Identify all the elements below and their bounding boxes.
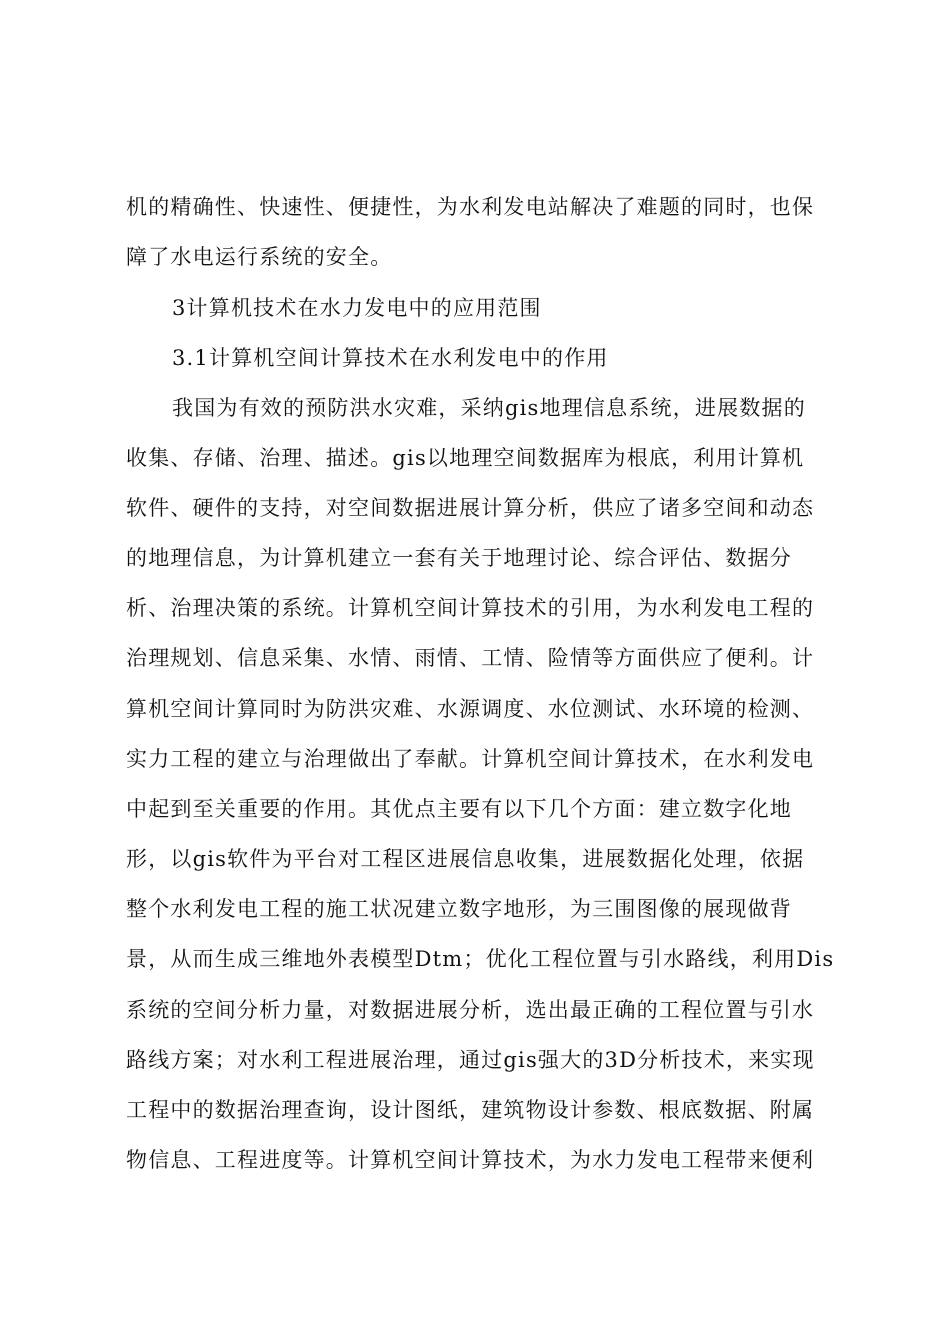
paragraph-line: 机的精确性、快速性、便捷性，为水利发电站解决了难题的同时，也保 [126,195,815,219]
paragraph-line: 治理规划、信息采集、水情、雨情、工情、险情等方面供应了便利。计 [126,646,815,670]
paragraph-line: 的地理信息，为计算机建立一套有关于地理讨论、综合评估、数据分 [126,546,792,570]
paragraph-line: 析、治理决策的系统。计算机空间计算技术的引用，为水利发电工程的 [126,596,815,620]
paragraph-line: 算机空间计算同时为防洪灾难、水源调度、水位测试、水环境的检测、 [126,697,815,721]
subsection-heading: 3.1计算机空间计算技术在水利发电中的作用 [172,346,609,370]
paragraph-line: 形，以gis软件为平台对工程区进展信息收集，进展数据化处理，依据 [126,847,805,871]
paragraph-line: 障了水电运行系统的安全。 [126,245,393,269]
paragraph-line: 工程中的数据治理查询，设计图纸，建筑物设计参数、根底数据、附属 [126,1098,815,1122]
paragraph-line: 路线方案；对水利工程进展治理，通过gis强大的3D分析技术，来实现 [126,1048,815,1072]
paragraph-line: 软件、硬件的支持，对空间数据进展计算分析，供应了诸多空间和动态 [126,496,815,520]
paragraph-line: 系统的空间分析力量，对数据进展分析，选出最正确的工程位置与引水 [126,998,815,1022]
paragraph-line: 实力工程的建立与治理做出了奉献。计算机空间计算技术，在水利发电 [126,747,815,771]
paragraph-line: 物信息、工程进度等。计算机空间计算技术，为水力发电工程带来便利 [126,1148,815,1172]
paragraph-line: 收集、存储、治理、描述。gis以地理空间数据库为根底，利用计算机 [126,446,805,470]
paragraph-line: 中起到至关重要的作用。其优点主要有以下几个方面：建立数字化地 [126,797,792,821]
paragraph-line: 景，从而生成三维地外表模型Dtm；优化工程位置与引水路线，利用Dis [126,947,835,971]
section-heading: 3计算机技术在水力发电中的应用范围 [172,296,542,320]
paragraph-line: 整个水利发电工程的施工状况建立数字地形，为三围图像的展现做背 [126,897,792,921]
paragraph-line: 我国为有效的预防洪水灾难，采纳gis地理信息系统，进展数据的 [172,396,806,420]
